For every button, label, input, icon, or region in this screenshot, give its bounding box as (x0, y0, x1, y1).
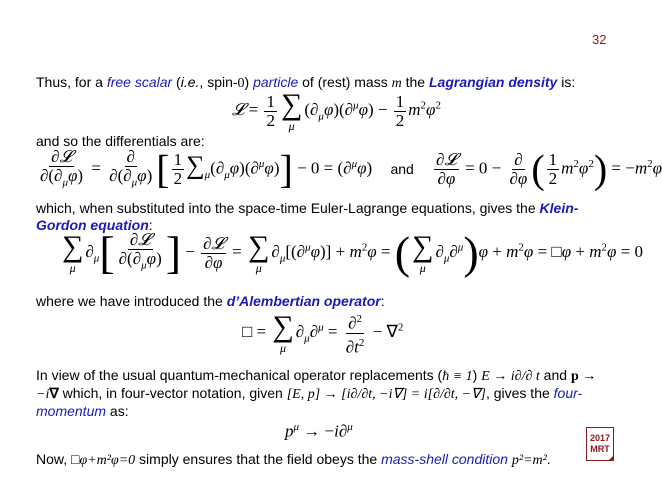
final-text-7: . (546, 451, 551, 467)
momentum-arrow: p → (570, 369, 597, 384)
hbar-unit: ħ ≡ 1 (442, 369, 473, 384)
replacement-text-2e: , gives the (485, 385, 554, 401)
intro-text-7: ) (244, 74, 254, 90)
gordon-equation-term: Gordon equation (36, 217, 149, 233)
replacement-text-1c: ) (472, 367, 482, 383)
momentum-equation: $p^\mu \to -i\partial^\mu$ (285, 421, 353, 441)
badge-year: 2017 (589, 433, 611, 443)
momentum-term: momentum (36, 403, 107, 419)
final-paragraph (36, 451, 551, 469)
replacement-text-2c: which, in four-vector notation, given (58, 385, 287, 401)
badge-initials: MRT (590, 444, 610, 454)
particle-term: particle (253, 74, 299, 90)
substitution-text-1: which, when substituted into the space-time Euler-Lagrange equations, gives the (36, 200, 540, 216)
replacement-line-3 (36, 403, 129, 419)
minus-i: −i (36, 387, 50, 402)
dalembertian-text-3: : (380, 293, 385, 309)
klein-gordon-inline: □φ+m²φ=0 (71, 453, 136, 468)
dalembertian-text-1: where we have introduced the (36, 293, 227, 309)
intro-text-11: the (401, 74, 429, 90)
and-word: and (390, 160, 414, 177)
four-vector-replacement: [E, p] → [i∂/∂t, −i∇] = i[∂/∂t, −∇] (286, 387, 486, 402)
spin-zero: 0 (237, 76, 245, 91)
mass-symbol: m (391, 76, 402, 91)
lagrangian-equation: 𝓛 = $\frac{1}{2}$ ∑ μ $(\partial_\mu\varphi)(\partial^\mu\varphi)$ − $\frac{1}{2}$ $m^2\varphi^2$ (232, 88, 441, 133)
energy-operator: E → i∂/∂ t (481, 369, 540, 384)
dalembertian-operator-term: d’Alembertian operator (226, 293, 381, 309)
intro-text-13: is: (557, 74, 576, 90)
substitution-text-4: : (148, 217, 153, 233)
dalembertian-paragraph (36, 293, 385, 309)
replacement-line-2 (36, 385, 582, 403)
intro-text-3: ( (172, 74, 181, 90)
page-number: 32 (592, 32, 607, 47)
replacement-text-1e: and (539, 367, 571, 383)
final-text-1: Now, (36, 451, 72, 467)
mass-shell-inline: p²=m² (511, 453, 547, 468)
differentials-equation: $\frac{\text{∂𝓛}}{\partial(\partial_\mu\varphi)}$ = $\frac{\partial}{\partial(\partial_\mu\varphi)}$ [ $\frac{1}{2}$ $\sum_\mu(\partial_\mu\varphi)(\partial^\mu\varphi)] - 0 = (\partial^\mu\varphi)$ and $\frac{\text{∂𝓛}}{\partial\varphi}$ = 0 − $\frac{\partial}{\partial\varphi}$ ( $\frac{1}{2}$ $m^2\varphi^2) = -m^2\varphi$ (40, 146, 662, 192)
four-term: four- (553, 385, 583, 401)
final-text-3: simply ensures that the field obeys the (135, 451, 382, 467)
intro-text-1: Thus, for a (36, 74, 107, 90)
substitution-paragraph (36, 200, 578, 216)
lagrangian-density-term: Lagrangian density (428, 74, 558, 90)
free-scalar-term: free scalar (106, 74, 173, 90)
intro-text-9: of (rest) mass (298, 74, 392, 90)
differentials-text: and so the differentials are: (36, 133, 205, 149)
mass-shell-term: mass-shell condition (381, 451, 508, 467)
replacement-text-3b: as: (106, 403, 129, 419)
klein-term: Klein- (539, 200, 579, 216)
dalembertian-equation: □ = ∑ μ $\partial_\mu\partial^\mu$ = $\frac{\partial^2}{\partial t^2}$ − ∇$^2$ (242, 310, 404, 357)
nabla-symbol: ∇ (49, 387, 59, 402)
replacement-line-1 (36, 367, 596, 385)
replacement-text-1a: In view of the usual quantum-mechanical operator replacements ( (36, 367, 443, 383)
ie-term: i.e. (180, 74, 200, 90)
intro-text-5: , spin- (199, 74, 238, 90)
year-badge (586, 427, 614, 461)
klein-gordon-equation: ∑ μ $\partial_\mu$[ $\frac{\text{∂𝓛}}{\partial(\partial_\mu\varphi)}$ ] − $\frac{\text{∂𝓛}}{\partial\varphi}$ = ∑ μ $\partial_\mu[(\partial^\mu\varphi)] + m^2\varphi$ = ( ∑ μ $\partial_\mu\partial^\mu)\varphi + m^2\varphi$ = □φ + $m^2\varphi = 0$ (62, 227, 643, 278)
